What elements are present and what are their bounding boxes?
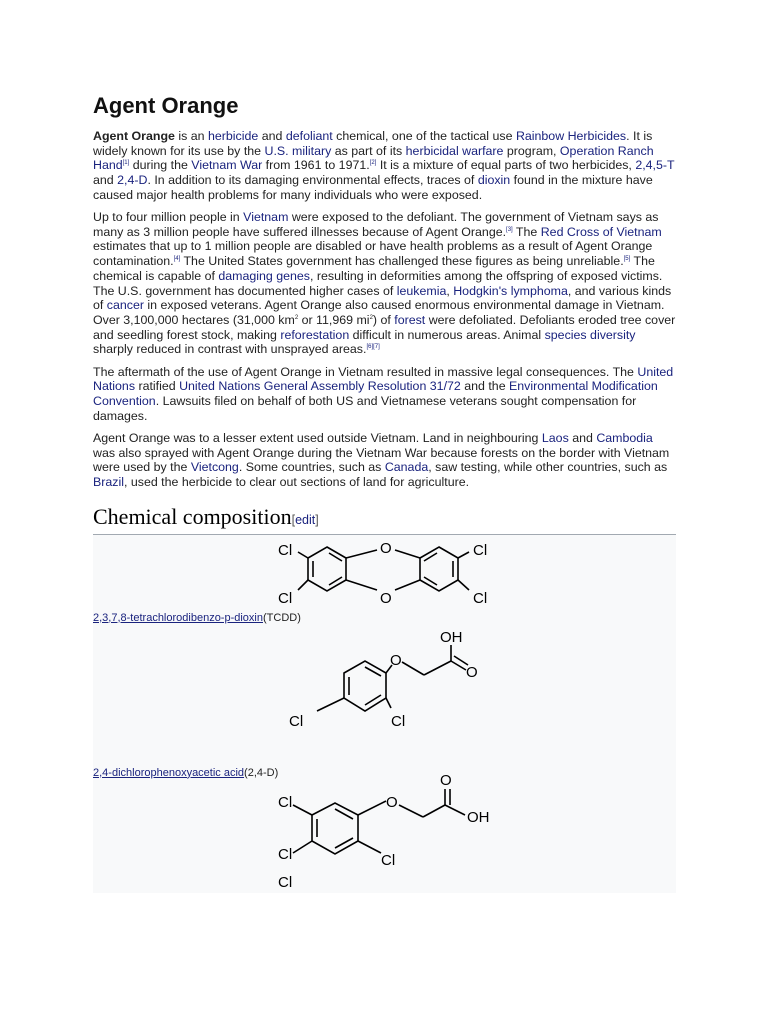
atom-cl: Cl (289, 712, 304, 730)
superscript: 2 (369, 314, 373, 321)
chemical-figures (93, 535, 676, 893)
text: and (93, 173, 118, 188)
paragraph-legal (93, 365, 676, 424)
caption-abbr: (TCDD) (263, 611, 301, 624)
link-vietnam[interactable]: Vietnam (243, 210, 289, 225)
link-24d-acid[interactable]: 2,4-dichlorophenoxyacetic acid (93, 766, 245, 779)
ref-6-7[interactable]: [6][7] (366, 344, 380, 351)
text: was also sprayed with Agent Orange during the Vietnam War because forests on the border with Vietnam were used by the (93, 445, 670, 475)
ref-5[interactable]: [5] (623, 256, 631, 263)
page-title: Agent Orange (93, 93, 239, 118)
link-us-military[interactable]: U.S. military (264, 143, 332, 158)
text: and (258, 129, 286, 143)
text: ) of (372, 312, 395, 327)
text: were defoliated. Defoliants eroded tree cover and seedling forest stock, making (93, 312, 676, 342)
text: or 11,969 mi (298, 312, 370, 327)
atom-oh: OH (467, 808, 490, 826)
link-species-diversity[interactable]: species diversity (544, 327, 636, 342)
link-un-resolution[interactable]: United Nations General Assembly Resolution 31/72 (179, 379, 461, 394)
edit-link[interactable]: edit (295, 512, 316, 527)
ref-4[interactable]: [4] (173, 256, 181, 263)
bold-term: Agent Orange (93, 129, 175, 143)
paragraph-outside-vietnam (93, 431, 676, 490)
atom-o: O (440, 771, 452, 789)
link-rainbow-herbicides[interactable]: Rainbow Herbicides (515, 129, 627, 143)
link-canada[interactable]: Canada (384, 460, 429, 475)
text: is an (174, 129, 208, 143)
link-laos[interactable]: Laos (541, 430, 569, 445)
atom-o: O (380, 589, 392, 607)
text: ratified (135, 379, 180, 394)
tcdd-structure-image (93, 535, 676, 615)
text: as part of its (331, 143, 406, 158)
link-dioxin[interactable]: dioxin (477, 173, 511, 188)
atom-cl: Cl (278, 873, 293, 891)
text: , and various kinds of (93, 283, 672, 313)
link-enmod-convention[interactable]: Environmental Modification Convention (93, 379, 658, 408)
atom-cl: Cl (278, 793, 293, 811)
link-damaging-genes[interactable]: damaging genes (218, 268, 310, 283)
link-245t[interactable]: 2,4,5-T (635, 158, 675, 173)
text: . It is widely known for its use by the (93, 129, 653, 158)
24d-structure-image (93, 628, 676, 765)
atom-cl: Cl (278, 845, 293, 863)
text: The chemical is capable of (93, 254, 655, 283)
text: program, (503, 143, 560, 158)
text: Up to four million people in (93, 210, 244, 225)
link-hodgkins-lymphoma[interactable]: Hodgkin's lymphoma (453, 283, 568, 298)
text: The (512, 224, 541, 239)
text: , used the herbicide to clear out sections of land for agriculture. (123, 474, 470, 489)
link-leukemia[interactable]: leukemia (396, 283, 447, 298)
ref-1[interactable]: [1] (122, 160, 130, 167)
link-24d[interactable]: 2,4-D (117, 173, 148, 188)
edit-section (292, 513, 319, 527)
atom-cl: Cl (473, 589, 488, 607)
text: It is a mixture of equal parts of two herbicides, (376, 158, 636, 173)
atom-cl: Cl (391, 712, 406, 730)
text: The aftermath of the use of Agent Orange in Vietnam resulted in massive legal consequences. The (93, 364, 638, 379)
text: difficult in numerous areas. Animal (349, 327, 545, 342)
ref-2[interactable]: [2] (369, 160, 377, 167)
text: in exposed veterans. Agent Orange also caused enormous environmental damage in Vietnam. Over 3,100,000 hectares (31,000 km (93, 298, 665, 327)
text: . In addition to its damaging environmental effects, traces of (147, 173, 478, 188)
superscript: 2 (294, 314, 299, 321)
link-united-nations[interactable]: United Nations (93, 364, 674, 394)
text: . Some countries, such as (238, 460, 385, 475)
text: were exposed to the defoliant. The government of Vietnam says as many as 3 million people have suffered illnesses because of Agent Orange. (93, 210, 659, 239)
text: and (568, 430, 597, 445)
text: The United States government has challenged these figures as being unreliable. (180, 254, 624, 269)
atom-cl: Cl (278, 589, 293, 607)
link-forest[interactable]: forest (394, 312, 426, 327)
text: , (446, 283, 454, 298)
bracket: ] (315, 512, 319, 527)
tcdd-caption (93, 612, 301, 624)
ref-3[interactable]: [3] (506, 226, 513, 233)
text: during the (129, 158, 192, 173)
section-heading (93, 503, 676, 535)
text: Agent Orange was to a lesser extent used outside Vietnam. Land in neighbouring (93, 430, 542, 445)
link-red-cross[interactable]: Red Cross of Vietnam (540, 224, 662, 239)
text: and the (460, 379, 510, 394)
link-operation-ranch-hand[interactable]: Operation Ranch Hand (93, 143, 654, 173)
caption-abbr: (2,4-D) (244, 766, 279, 779)
link-cancer[interactable]: cancer (106, 298, 144, 313)
article (93, 93, 676, 893)
atom-o: O (386, 793, 398, 811)
atom-o: O (390, 651, 402, 669)
link-defoliant[interactable]: defoliant (285, 129, 333, 143)
paragraph-health (93, 210, 676, 357)
text: from 1961 to 1971. (262, 158, 370, 173)
text: chemical, one of the tactical use (332, 129, 516, 143)
text: , saw testing, while other countries, such as (428, 460, 668, 475)
link-vietcong[interactable]: Vietcong (190, 460, 239, 475)
text: sharply reduced in contrast with unsprayed areas. (93, 342, 367, 357)
section-title: Chemical composition (93, 503, 292, 529)
bracket: [ (291, 512, 296, 527)
link-herbicide[interactable]: herbicide (208, 129, 259, 143)
24d-caption (93, 767, 278, 779)
link-cambodia[interactable]: Cambodia (596, 430, 653, 445)
link-reforestation[interactable]: reforestation (280, 327, 350, 342)
text: , resulting in deformities among the offspring of exposed victims. The U.S. government has documented higher cases of (93, 268, 663, 298)
text: estimates that up to 1 million people are disabled or have health problems as a result of Agent Orange contamination. (93, 239, 653, 269)
link-herbicidal-warfare[interactable]: herbicidal warfare (405, 143, 504, 158)
text: . Lawsuits filed on behalf of both US and Vietnamese veterans sought compensation for damages. (93, 393, 637, 423)
text: found in the mixture have caused major health problems for many individuals who were exposed. (93, 173, 653, 202)
link-vietnam-war[interactable]: Vietnam War (191, 158, 263, 173)
atom-o: O (466, 663, 478, 681)
paragraph-intro (93, 129, 676, 203)
link-tcdd[interactable]: 2,3,7,8-tetrachlorodibenzo-p-dioxin (93, 611, 263, 624)
atom-cl: Cl (473, 541, 488, 559)
atom-oh: OH (440, 628, 463, 646)
atom-cl: Cl (278, 541, 293, 559)
link-brazil[interactable]: Brazil (93, 474, 124, 489)
atom-o: O (380, 539, 392, 557)
atom-cl: Cl (381, 851, 396, 869)
